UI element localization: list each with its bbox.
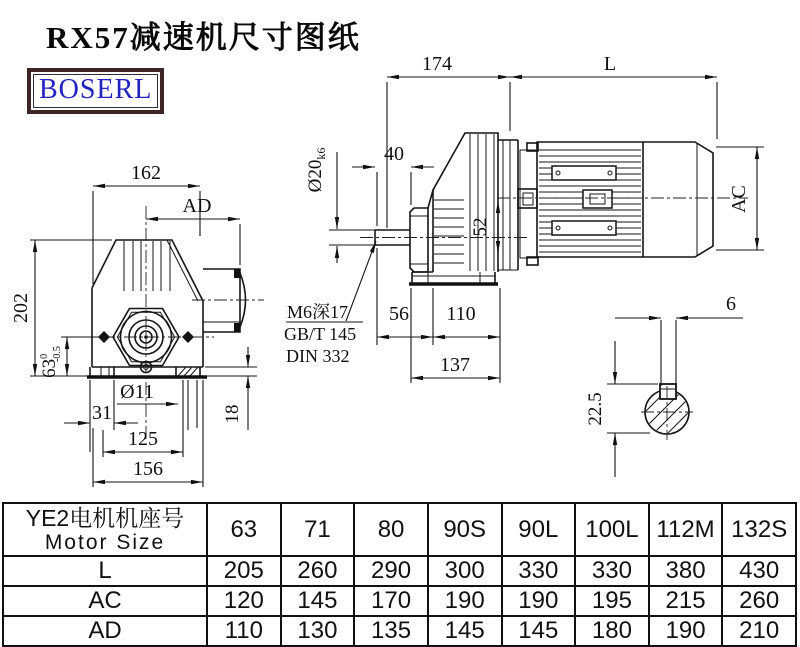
table-row-AD — [3, 616, 796, 646]
table-header-en: Motor Size — [44, 530, 166, 554]
cell: 330 — [502, 556, 576, 586]
cell: 300 — [428, 556, 502, 586]
table-header-cn: YE2电机机座号 — [25, 504, 185, 531]
cell: 195 — [575, 586, 649, 616]
cell: 190 — [502, 586, 576, 616]
col-header: 71 — [281, 503, 355, 556]
dim-156: 156 — [133, 458, 163, 480]
key-section — [585, 293, 743, 477]
cell: 190 — [649, 616, 723, 646]
cell: 145 — [428, 616, 502, 646]
cell: 145 — [502, 616, 576, 646]
row-label: AD — [3, 616, 207, 646]
cell: 290 — [354, 556, 428, 586]
dim-18: 18 — [222, 404, 243, 424]
dim-d11: Ø11 — [120, 381, 154, 403]
cell: 120 — [207, 586, 281, 616]
row-label: AC — [3, 586, 207, 616]
cell: 260 — [722, 586, 796, 616]
table-header-motor-size — [3, 503, 207, 556]
cell: 170 — [354, 586, 428, 616]
dim-125: 125 — [128, 428, 158, 450]
col-header: 90L — [502, 503, 576, 556]
housing-fins — [434, 134, 518, 271]
dim-137: 137 — [440, 354, 470, 376]
col-header: 90S — [428, 503, 502, 556]
motor-terminal-box — [583, 190, 612, 208]
cell: 380 — [649, 556, 723, 586]
cell: 145 — [281, 586, 355, 616]
note-gbt: GB/T 145 — [284, 324, 357, 344]
dim-ac: AC — [728, 185, 750, 213]
side-view — [360, 133, 748, 284]
col-header: 63 — [207, 503, 281, 556]
cell: 135 — [354, 616, 428, 646]
col-header: 132S — [722, 503, 796, 556]
dim-174: 174 — [422, 53, 452, 75]
dim-63: $63^0$ -0.5 — [39, 346, 63, 378]
table-row-L — [3, 556, 796, 586]
cell: 180 — [575, 616, 649, 646]
page-title: RX57减速机尺寸图纸 — [46, 20, 361, 55]
note-din: DIN 332 — [286, 346, 350, 366]
dim-shaft: $Ø20_{k6}$ — [305, 147, 328, 193]
dim-110: 110 — [446, 303, 476, 325]
cell: 260 — [281, 556, 355, 586]
side-dimensions — [284, 53, 764, 383]
motor-nameplate-top — [552, 166, 616, 180]
cell: 330 — [575, 556, 649, 586]
dim-40: 40 — [384, 143, 404, 165]
col-header: 80 — [354, 503, 428, 556]
note-tap-hole: M6深17 — [287, 302, 349, 322]
dim-56: 56 — [389, 303, 409, 325]
motor — [537, 142, 713, 257]
front-feet — [90, 367, 200, 376]
row-label: L — [3, 556, 207, 586]
col-header: 100L — [575, 503, 649, 556]
dim-22-5: 22.5 — [585, 392, 606, 426]
dim-ad: AD — [182, 195, 212, 217]
cell: 430 — [722, 556, 796, 586]
cell: 205 — [207, 556, 281, 586]
motor-size-table — [2, 502, 797, 647]
gearbox-base — [409, 272, 498, 284]
dim-l: L — [603, 53, 617, 75]
dim-31: 31 — [92, 402, 112, 424]
cell: 110 — [207, 616, 281, 646]
col-header: 112M — [649, 503, 723, 556]
cell: 210 — [722, 616, 796, 646]
dim-202: 202 — [10, 293, 32, 323]
front-adapter — [203, 269, 246, 332]
motor-nameplate-bottom — [552, 221, 616, 235]
table-row-AC — [3, 586, 796, 616]
cell: 130 — [281, 616, 355, 646]
brand-logo-text: BOSERL — [39, 74, 153, 105]
front-ribs — [124, 241, 170, 291]
dim-52: 52 — [470, 217, 491, 237]
motor-flange — [518, 143, 538, 265]
dim-162: 162 — [131, 162, 161, 184]
cell: 190 — [428, 586, 502, 616]
cell: 215 — [649, 586, 723, 616]
dim-6: 6 — [726, 293, 736, 315]
keyway — [660, 384, 676, 399]
